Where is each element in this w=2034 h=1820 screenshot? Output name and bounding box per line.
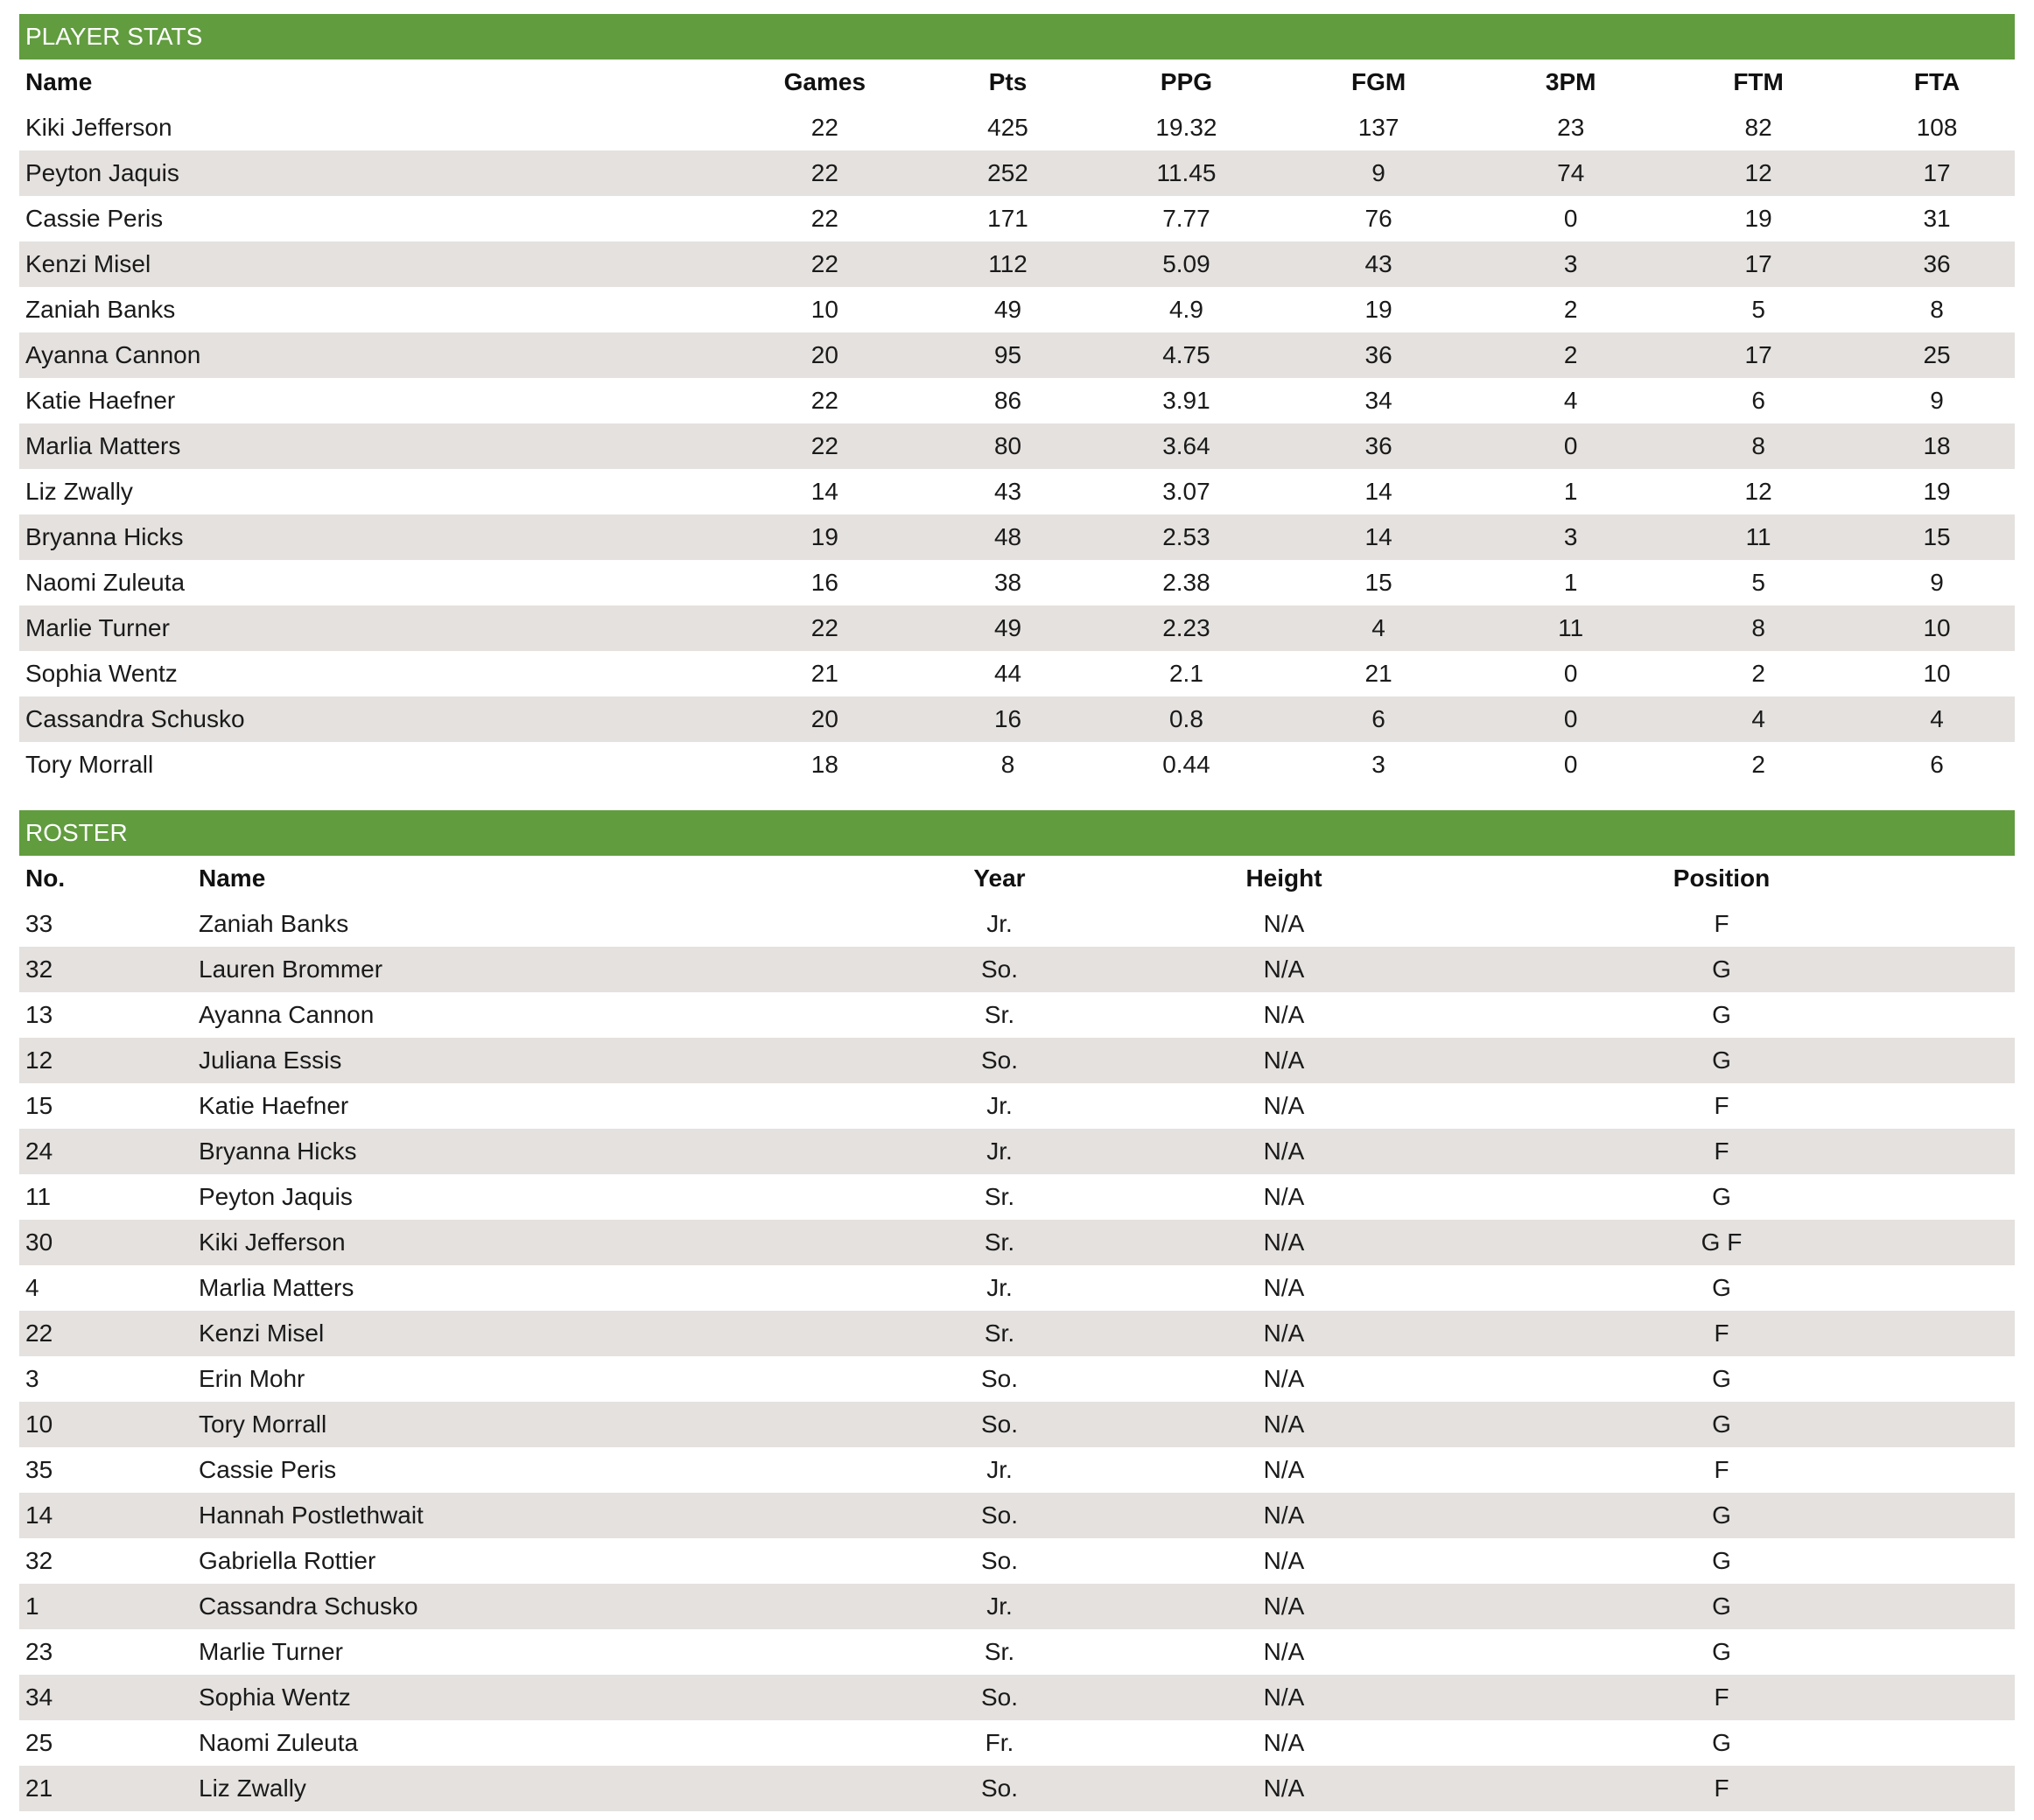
height-cell: N/A [1263, 1183, 1305, 1210]
games-cell: 20 [733, 696, 916, 742]
height-cell: N/A [1263, 1274, 1305, 1301]
3pm-cell: 74 [1483, 150, 1658, 196]
height-cell: N/A [1140, 1493, 1428, 1538]
roster-table [19, 856, 2015, 1811]
jersey-number-cell: 13 [25, 1001, 53, 1028]
player-name-cell: Gabriella Rottier [199, 1547, 376, 1574]
fgm-cell: 36 [1273, 332, 1484, 378]
player-name-cell: Naomi Zuleuta [25, 569, 186, 596]
fgm-cell: 3 [1371, 751, 1385, 778]
roster-section-title: ROSTER [19, 810, 2015, 856]
points-cell: 44 [993, 660, 1022, 687]
player-name-cell: Sophia Wentz [193, 1675, 859, 1720]
height-cell: N/A [1263, 1729, 1305, 1756]
height-cell: N/A [1263, 1001, 1305, 1028]
jersey-number-cell: 4 [25, 1274, 39, 1301]
games-cell: 22 [733, 424, 916, 469]
fta-cell: 9 [1930, 569, 1944, 596]
fgm-cell: 6 [1273, 696, 1484, 742]
table-row [19, 696, 2015, 742]
player-name-cell: Zaniah Banks [199, 910, 349, 937]
player-stats-body [19, 105, 2015, 788]
height-cell: N/A [1263, 1638, 1305, 1665]
position-cell: F [1428, 1311, 2015, 1356]
ftm-cell: 4 [1658, 696, 1859, 742]
year-cell: Jr. [859, 1129, 1140, 1174]
player-name-cell: Cassandra Schusko [193, 1584, 859, 1629]
table-row [19, 651, 2015, 696]
player-name-cell: Liz Zwally [25, 478, 133, 505]
fgm-cell: 14 [1364, 478, 1392, 505]
fta-cell: 36 [1859, 242, 2015, 287]
height-cell: N/A [1140, 1675, 1428, 1720]
year-cell: Jr. [986, 910, 1013, 937]
fgm-cell: 15 [1364, 569, 1392, 596]
table-row [19, 1447, 2015, 1493]
column-header-position: Position [1673, 864, 1771, 892]
position-cell: F [1714, 1456, 1729, 1483]
jersey-number-cell: 30 [19, 1220, 193, 1265]
3pm-cell: 0 [1483, 424, 1658, 469]
ppg-cell: 0.8 [1099, 696, 1273, 742]
3pm-cell: 0 [1563, 660, 1578, 687]
jersey-number-cell: 11 [25, 1183, 52, 1210]
3pm-cell: 0 [1563, 205, 1578, 232]
year-cell: Sr. [984, 1001, 1015, 1028]
table-row [19, 105, 2015, 150]
fta-cell: 4 [1859, 696, 2015, 742]
fta-cell: 9 [1930, 387, 1944, 414]
fta-cell: 8 [1930, 296, 1944, 323]
jersey-number-cell: 14 [19, 1493, 193, 1538]
player-name-cell: Juliana Essis [193, 1038, 859, 1083]
ftm-cell: 19 [1744, 205, 1772, 232]
height-cell: N/A [1140, 1311, 1428, 1356]
roster-body [19, 901, 2015, 1811]
jersey-number-cell: 33 [25, 910, 53, 937]
year-cell: Jr. [986, 1092, 1013, 1119]
ppg-cell: 7.77 [1162, 205, 1210, 232]
fta-cell: 15 [1859, 514, 2015, 560]
year-cell: So. [859, 1675, 1140, 1720]
jersey-number-cell: 21 [19, 1766, 193, 1811]
year-cell: So. [859, 1766, 1140, 1811]
table-row [19, 1083, 2015, 1129]
table-row [19, 560, 2015, 606]
player-name-cell: Hannah Postlethwait [193, 1493, 859, 1538]
points-cell: 112 [916, 242, 1099, 287]
games-cell: 22 [810, 387, 838, 414]
player-name-cell: Sophia Wentz [25, 660, 178, 687]
position-cell: F [1428, 1675, 2015, 1720]
table-row [19, 901, 2015, 947]
table-row [19, 947, 2015, 992]
fta-cell: 17 [1859, 150, 2015, 196]
fta-cell: 31 [1923, 205, 1951, 232]
position-cell: F [1714, 1092, 1729, 1119]
games-cell: 22 [810, 114, 838, 141]
ftm-cell: 11 [1658, 514, 1859, 560]
player-name-cell: Tory Morrall [193, 1402, 859, 1447]
player-name-cell: Tory Morrall [25, 751, 154, 778]
player-name-cell: Peyton Jaquis [199, 1183, 353, 1210]
column-header-year: Year [973, 864, 1026, 892]
points-cell: 16 [916, 696, 1099, 742]
points-cell: 95 [916, 332, 1099, 378]
table-row [19, 332, 2015, 378]
table-row [19, 1174, 2015, 1220]
3pm-cell: 2 [1563, 296, 1578, 323]
player-name-cell: Kenzi Misel [19, 242, 733, 287]
position-cell: G [1712, 1274, 1731, 1301]
player-name-cell: Ayanna Cannon [199, 1001, 375, 1028]
position-cell: G [1428, 1493, 2015, 1538]
table-row [19, 1766, 2015, 1811]
height-cell: N/A [1263, 1456, 1305, 1483]
games-cell: 22 [733, 242, 916, 287]
column-header-name: Name [199, 864, 266, 892]
jersey-number-cell: 3 [25, 1365, 39, 1392]
column-header-games: Games [783, 68, 866, 95]
points-cell: 425 [987, 114, 1028, 141]
ppg-cell: 4.75 [1099, 332, 1273, 378]
fta-cell: 25 [1859, 332, 2015, 378]
table-row [19, 1129, 2015, 1174]
fta-cell: 19 [1923, 478, 1951, 505]
fgm-cell: 14 [1273, 514, 1484, 560]
player-name-cell: Cassie Peris [25, 205, 164, 232]
ftm-cell: 2 [1751, 660, 1765, 687]
points-cell: 48 [916, 514, 1099, 560]
jersey-number-cell: 34 [19, 1675, 193, 1720]
year-cell: Fr. [985, 1729, 1014, 1756]
height-cell: N/A [1140, 1402, 1428, 1447]
points-cell: 38 [993, 569, 1022, 596]
games-cell: 16 [810, 569, 838, 596]
jersey-number-cell: 24 [19, 1129, 193, 1174]
height-cell: N/A [1140, 1220, 1428, 1265]
player-name-cell: Katie Haefner [199, 1092, 349, 1119]
games-cell: 20 [733, 332, 916, 378]
table-row [19, 992, 2015, 1038]
table-row [19, 150, 2015, 196]
year-cell: Sr. [984, 1183, 1015, 1210]
position-cell: G [1712, 1183, 1731, 1210]
fta-cell: 10 [1859, 606, 2015, 651]
games-cell: 14 [810, 478, 838, 505]
3pm-cell: 11 [1483, 606, 1658, 651]
ppg-cell: 2.1 [1168, 660, 1203, 687]
player-name-cell: Lauren Brommer [193, 947, 859, 992]
ppg-cell: 4.9 [1168, 296, 1203, 323]
column-header-pts: Pts [988, 68, 1028, 95]
player-stats-header-row [19, 60, 2015, 105]
table-row [19, 469, 2015, 514]
jersey-number-cell: 35 [25, 1456, 53, 1483]
player-name-cell: Marlie Turner [199, 1638, 343, 1665]
position-cell: G [1712, 1547, 1731, 1574]
games-cell: 22 [733, 150, 916, 196]
fgm-cell: 43 [1273, 242, 1484, 287]
points-cell: 80 [916, 424, 1099, 469]
position-cell: G [1712, 1638, 1731, 1665]
points-cell: 43 [993, 478, 1022, 505]
table-row [19, 1220, 2015, 1265]
player-name-cell: Zaniah Banks [25, 296, 176, 323]
column-header-3pm: 3PM [1545, 68, 1596, 95]
player-name-cell: Cassandra Schusko [19, 696, 733, 742]
height-cell: N/A [1140, 1038, 1428, 1083]
position-cell: G [1712, 1729, 1731, 1756]
year-cell: Jr. [859, 1584, 1140, 1629]
ftm-cell: 8 [1658, 606, 1859, 651]
ppg-cell: 11.45 [1099, 150, 1273, 196]
table-row [19, 378, 2015, 424]
table-row [19, 196, 2015, 242]
games-cell: 22 [810, 205, 838, 232]
table-row [19, 1538, 2015, 1584]
position-cell: G [1428, 947, 2015, 992]
fta-cell: 108 [1916, 114, 1958, 141]
jersey-number-cell: 32 [19, 947, 193, 992]
year-cell: So. [859, 1038, 1140, 1083]
games-cell: 18 [810, 751, 838, 778]
roster-header-row [19, 856, 2015, 901]
ppg-cell: 0.44 [1162, 751, 1210, 778]
3pm-cell: 3 [1483, 242, 1658, 287]
table-row [19, 1038, 2015, 1083]
ppg-cell: 19.32 [1155, 114, 1217, 141]
ppg-cell: 3.91 [1162, 387, 1210, 414]
jersey-number-cell: 25 [25, 1729, 53, 1756]
player-name-cell: Bryanna Hicks [19, 514, 733, 560]
points-cell: 86 [993, 387, 1022, 414]
3pm-cell: 1 [1563, 478, 1578, 505]
table-row [19, 1311, 2015, 1356]
column-header-number: No. [25, 864, 66, 892]
ppg-cell: 5.09 [1099, 242, 1273, 287]
fta-cell: 10 [1923, 660, 1951, 687]
ftm-cell: 5 [1751, 296, 1765, 323]
points-cell: 171 [987, 205, 1028, 232]
3pm-cell: 4 [1563, 387, 1578, 414]
table-row [19, 1629, 2015, 1675]
column-header-ftm: FTM [1733, 68, 1784, 95]
player-name-cell: Cassie Peris [199, 1456, 337, 1483]
fta-cell: 6 [1930, 751, 1944, 778]
games-cell: 21 [810, 660, 838, 687]
table-row [19, 1493, 2015, 1538]
column-header-fta: FTA [1913, 68, 1960, 95]
3pm-cell: 23 [1557, 114, 1585, 141]
table-row [19, 514, 2015, 560]
position-cell: G [1428, 1402, 2015, 1447]
games-cell: 19 [733, 514, 916, 560]
ftm-cell: 5 [1751, 569, 1765, 596]
points-cell: 49 [993, 296, 1022, 323]
jersey-number-cell: 10 [19, 1402, 193, 1447]
jersey-number-cell: 1 [19, 1584, 193, 1629]
ftm-cell: 12 [1744, 478, 1772, 505]
ftm-cell: 82 [1744, 114, 1772, 141]
height-cell: N/A [1263, 1365, 1305, 1392]
player-name-cell: Kenzi Misel [193, 1311, 859, 1356]
3pm-cell: 3 [1483, 514, 1658, 560]
fta-cell: 18 [1859, 424, 2015, 469]
player-name-cell: Bryanna Hicks [193, 1129, 859, 1174]
fgm-cell: 76 [1364, 205, 1392, 232]
ftm-cell: 17 [1658, 332, 1859, 378]
ftm-cell: 12 [1658, 150, 1859, 196]
player-name-cell: Erin Mohr [199, 1365, 305, 1392]
position-cell: G [1712, 1365, 1731, 1392]
height-cell: N/A [1263, 1092, 1305, 1119]
player-name-cell: Kiki Jefferson [193, 1220, 859, 1265]
fgm-cell: 19 [1364, 296, 1392, 323]
points-cell: 252 [916, 150, 1099, 196]
table-row [19, 1675, 2015, 1720]
jersey-number-cell: 22 [19, 1311, 193, 1356]
ppg-cell: 3.07 [1162, 478, 1210, 505]
table-row [19, 1265, 2015, 1311]
fgm-cell: 4 [1273, 606, 1484, 651]
position-cell: G [1428, 1038, 2015, 1083]
ftm-cell: 2 [1751, 751, 1765, 778]
fgm-cell: 36 [1273, 424, 1484, 469]
year-cell: So. [859, 947, 1140, 992]
section-spacer [19, 788, 2015, 810]
height-cell: N/A [1140, 1584, 1428, 1629]
games-cell: 22 [733, 606, 916, 651]
table-row [19, 606, 2015, 651]
fgm-cell: 9 [1273, 150, 1484, 196]
player-name-cell: Peyton Jaquis [19, 150, 733, 196]
jersey-number-cell: 15 [25, 1092, 53, 1119]
table-row [19, 1584, 2015, 1629]
column-header-name: Name [25, 68, 93, 95]
points-cell: 49 [916, 606, 1099, 651]
height-cell: N/A [1140, 1766, 1428, 1811]
jersey-number-cell: 32 [25, 1547, 53, 1574]
3pm-cell: 2 [1483, 332, 1658, 378]
table-row [19, 424, 2015, 469]
year-cell: Jr. [986, 1456, 1013, 1483]
ftm-cell: 17 [1658, 242, 1859, 287]
height-cell: N/A [1263, 1547, 1305, 1574]
year-cell: Sr. [859, 1311, 1140, 1356]
3pm-cell: 1 [1563, 569, 1578, 596]
games-cell: 10 [810, 296, 838, 323]
ftm-cell: 6 [1751, 387, 1765, 414]
position-cell: F [1428, 1766, 2015, 1811]
player-stats-section-title: PLAYER STATS [19, 14, 2015, 60]
fgm-cell: 21 [1364, 660, 1392, 687]
year-cell: Sr. [984, 1638, 1015, 1665]
column-header-height: Height [1245, 864, 1322, 892]
year-cell: So. [859, 1402, 1140, 1447]
3pm-cell: 0 [1563, 751, 1578, 778]
ftm-cell: 8 [1658, 424, 1859, 469]
ppg-cell: 2.38 [1162, 569, 1210, 596]
fgm-cell: 137 [1357, 114, 1399, 141]
player-stats-table [19, 60, 2015, 788]
ppg-cell: 3.64 [1099, 424, 1273, 469]
player-name-cell: Katie Haefner [25, 387, 176, 414]
height-cell: N/A [1263, 910, 1305, 937]
table-row [19, 1402, 2015, 1447]
position-cell: G [1712, 1001, 1731, 1028]
year-cell: Jr. [986, 1274, 1013, 1301]
table-row [19, 1356, 2015, 1402]
player-name-cell: Kiki Jefferson [25, 114, 172, 141]
jersey-number-cell: 23 [25, 1638, 53, 1665]
position-cell: F [1428, 1129, 2015, 1174]
table-row [19, 287, 2015, 332]
table-row [19, 1720, 2015, 1766]
height-cell: N/A [1140, 1129, 1428, 1174]
year-cell: So. [980, 1365, 1019, 1392]
year-cell: Sr. [859, 1220, 1140, 1265]
table-row [19, 742, 2015, 788]
player-name-cell: Marlie Turner [19, 606, 733, 651]
player-name-cell: Marlia Matters [199, 1274, 354, 1301]
player-name-cell: Liz Zwally [193, 1766, 859, 1811]
points-cell: 8 [1000, 751, 1015, 778]
column-header-fgm: FGM [1350, 68, 1406, 95]
position-cell: F [1714, 910, 1729, 937]
3pm-cell: 0 [1483, 696, 1658, 742]
position-cell: G [1428, 1584, 2015, 1629]
fgm-cell: 34 [1364, 387, 1392, 414]
player-name-cell: Naomi Zuleuta [199, 1729, 359, 1756]
table-row [19, 242, 2015, 287]
ppg-cell: 2.53 [1099, 514, 1273, 560]
position-cell: G F [1428, 1220, 2015, 1265]
height-cell: N/A [1140, 947, 1428, 992]
player-name-cell: Ayanna Cannon [19, 332, 733, 378]
ppg-cell: 2.23 [1099, 606, 1273, 651]
jersey-number-cell: 12 [19, 1038, 193, 1083]
player-name-cell: Marlia Matters [19, 424, 733, 469]
year-cell: So. [980, 1547, 1019, 1574]
year-cell: So. [859, 1493, 1140, 1538]
column-header-ppg: PPG [1160, 68, 1213, 95]
page-content [19, 14, 2015, 1811]
